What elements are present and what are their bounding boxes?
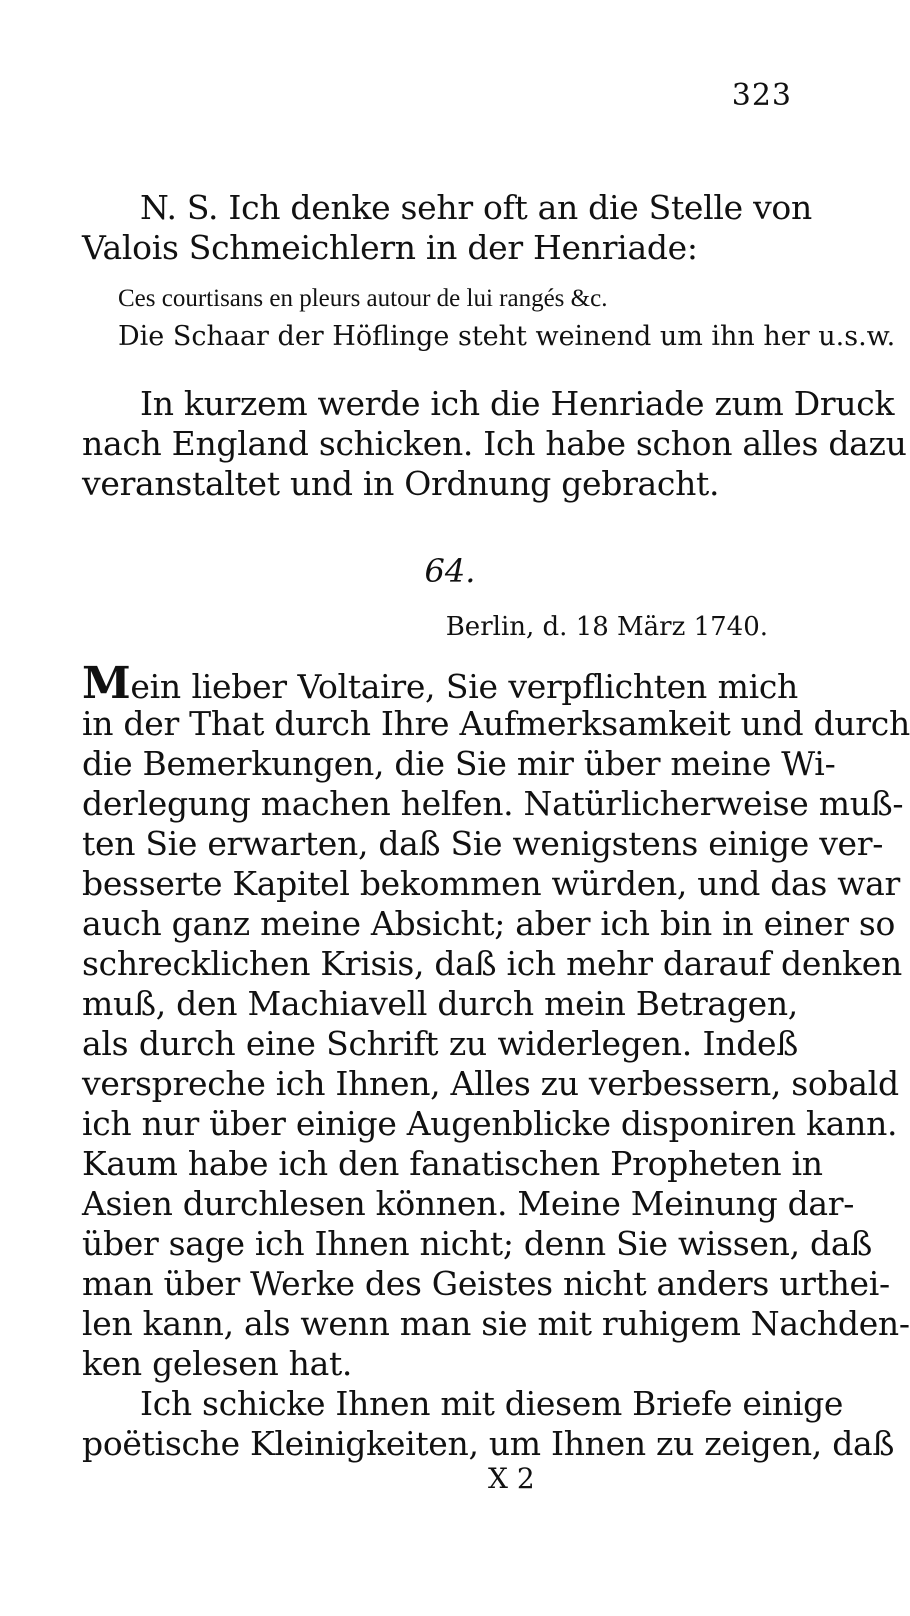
signature-mark: X 2: [488, 1462, 535, 1495]
letter-line: verspreche ich Ihnen, Alles zu verbessern, sobald: [82, 1064, 899, 1103]
letter-line: len kann, als wenn man sie mit ruhigem Nachden-: [82, 1304, 910, 1343]
paragraph-line: nach England schicken. Ich habe schon alles dazu: [82, 424, 907, 463]
letter-line: über sage ich Ihnen nicht; denn Sie wissen, daß: [82, 1224, 872, 1263]
letter-line: besserte Kapitel bekommen würden, und das war: [82, 864, 901, 903]
quote-french: Ces courtisans en pleurs autour de lui rangés &c.: [118, 285, 608, 312]
dateline: Berlin, d. 18 März 1740.: [445, 612, 768, 642]
letter-number: 64.: [424, 552, 476, 590]
drop-cap: M: [82, 658, 131, 709]
quote-german: Die Schaar der Höflinge steht weinend um ihn her u.s.w.: [118, 321, 896, 352]
letter-line: auch ganz meine Absicht; aber ich bin in einer so: [82, 904, 896, 943]
letter-line: ken gelesen hat.: [82, 1344, 353, 1383]
letter-line: Asien durchlesen können. Meine Meinung dar-: [82, 1184, 855, 1223]
letter-line: muß, den Machiavell durch mein Betragen,: [82, 984, 798, 1023]
paragraph-line: poëtische Kleinigkeiten, um Ihnen zu zeigen, daß: [82, 1424, 895, 1463]
letter-line: ten Sie erwarten, daß Sie wenigstens einige ver-: [82, 824, 884, 863]
letter-line: die Bemerkungen, die Sie mir über meine Wi-: [82, 744, 836, 783]
postscript-line: N. S. Ich denke sehr oft an die Stelle von: [140, 188, 812, 227]
letter-line: Kaum habe ich den fanatischen Propheten in: [82, 1144, 823, 1183]
letter-line: ich nur über einige Augenblicke disponiren kann.: [82, 1104, 898, 1143]
letter-line: derlegung machen helfen. Natürlicherweise muß-: [82, 784, 904, 823]
letter-line: man über Werke des Geistes nicht anders urthei-: [82, 1264, 890, 1303]
letter-line: als durch eine Schrift zu widerlegen. Indeß: [82, 1024, 798, 1063]
letter-line: schrecklichen Krisis, daß ich mehr darauf denken: [82, 944, 902, 983]
paragraph-line: veranstaltet und in Ordnung gebracht.: [82, 464, 720, 503]
postscript-line: Valois Schmeichlern in der Henriade:: [82, 228, 698, 267]
letter-line: in der That durch Ihre Aufmerksamkeit und durch: [82, 704, 910, 743]
paragraph-line: In kurzem werde ich die Henriade zum Druck: [140, 384, 895, 423]
paragraph-line: Ich schicke Ihnen mit diesem Briefe einige: [140, 1384, 844, 1423]
letter-line-first: [82, 658, 798, 709]
page-number: 323: [731, 78, 792, 113]
letter-line-text: ein lieber Voltaire, Sie verpflichten mich: [130, 667, 798, 706]
